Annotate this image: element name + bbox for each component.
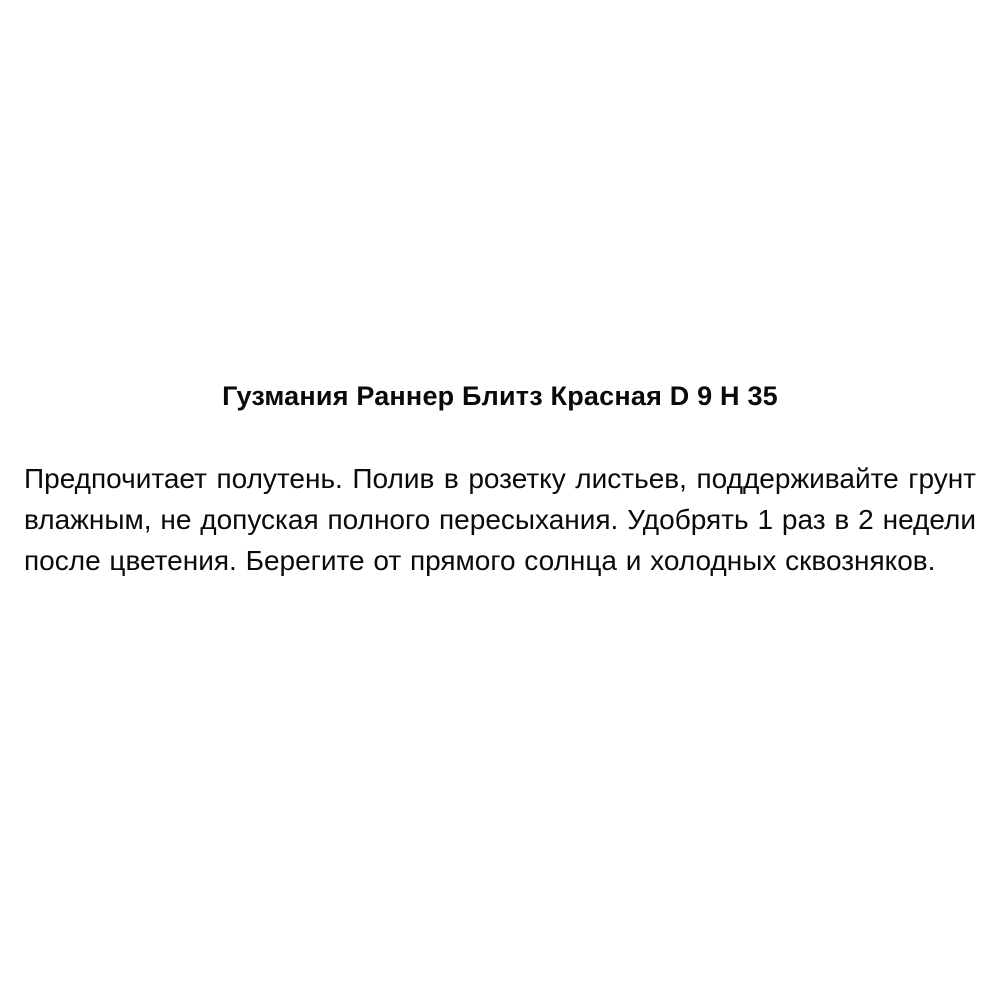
product-title: Гузмания Раннер Блитз Красная D 9 H 35 bbox=[222, 381, 778, 411]
care-instructions-text: Предпочитает полутень. Полив в розетку листьев, поддерживайте грунт влажным, не допуская полного пересыхания. Удобрять 1 раз в 2 недели после цветения. Берегите от прямого солнца и холодных сквозняков. bbox=[24, 463, 976, 576]
